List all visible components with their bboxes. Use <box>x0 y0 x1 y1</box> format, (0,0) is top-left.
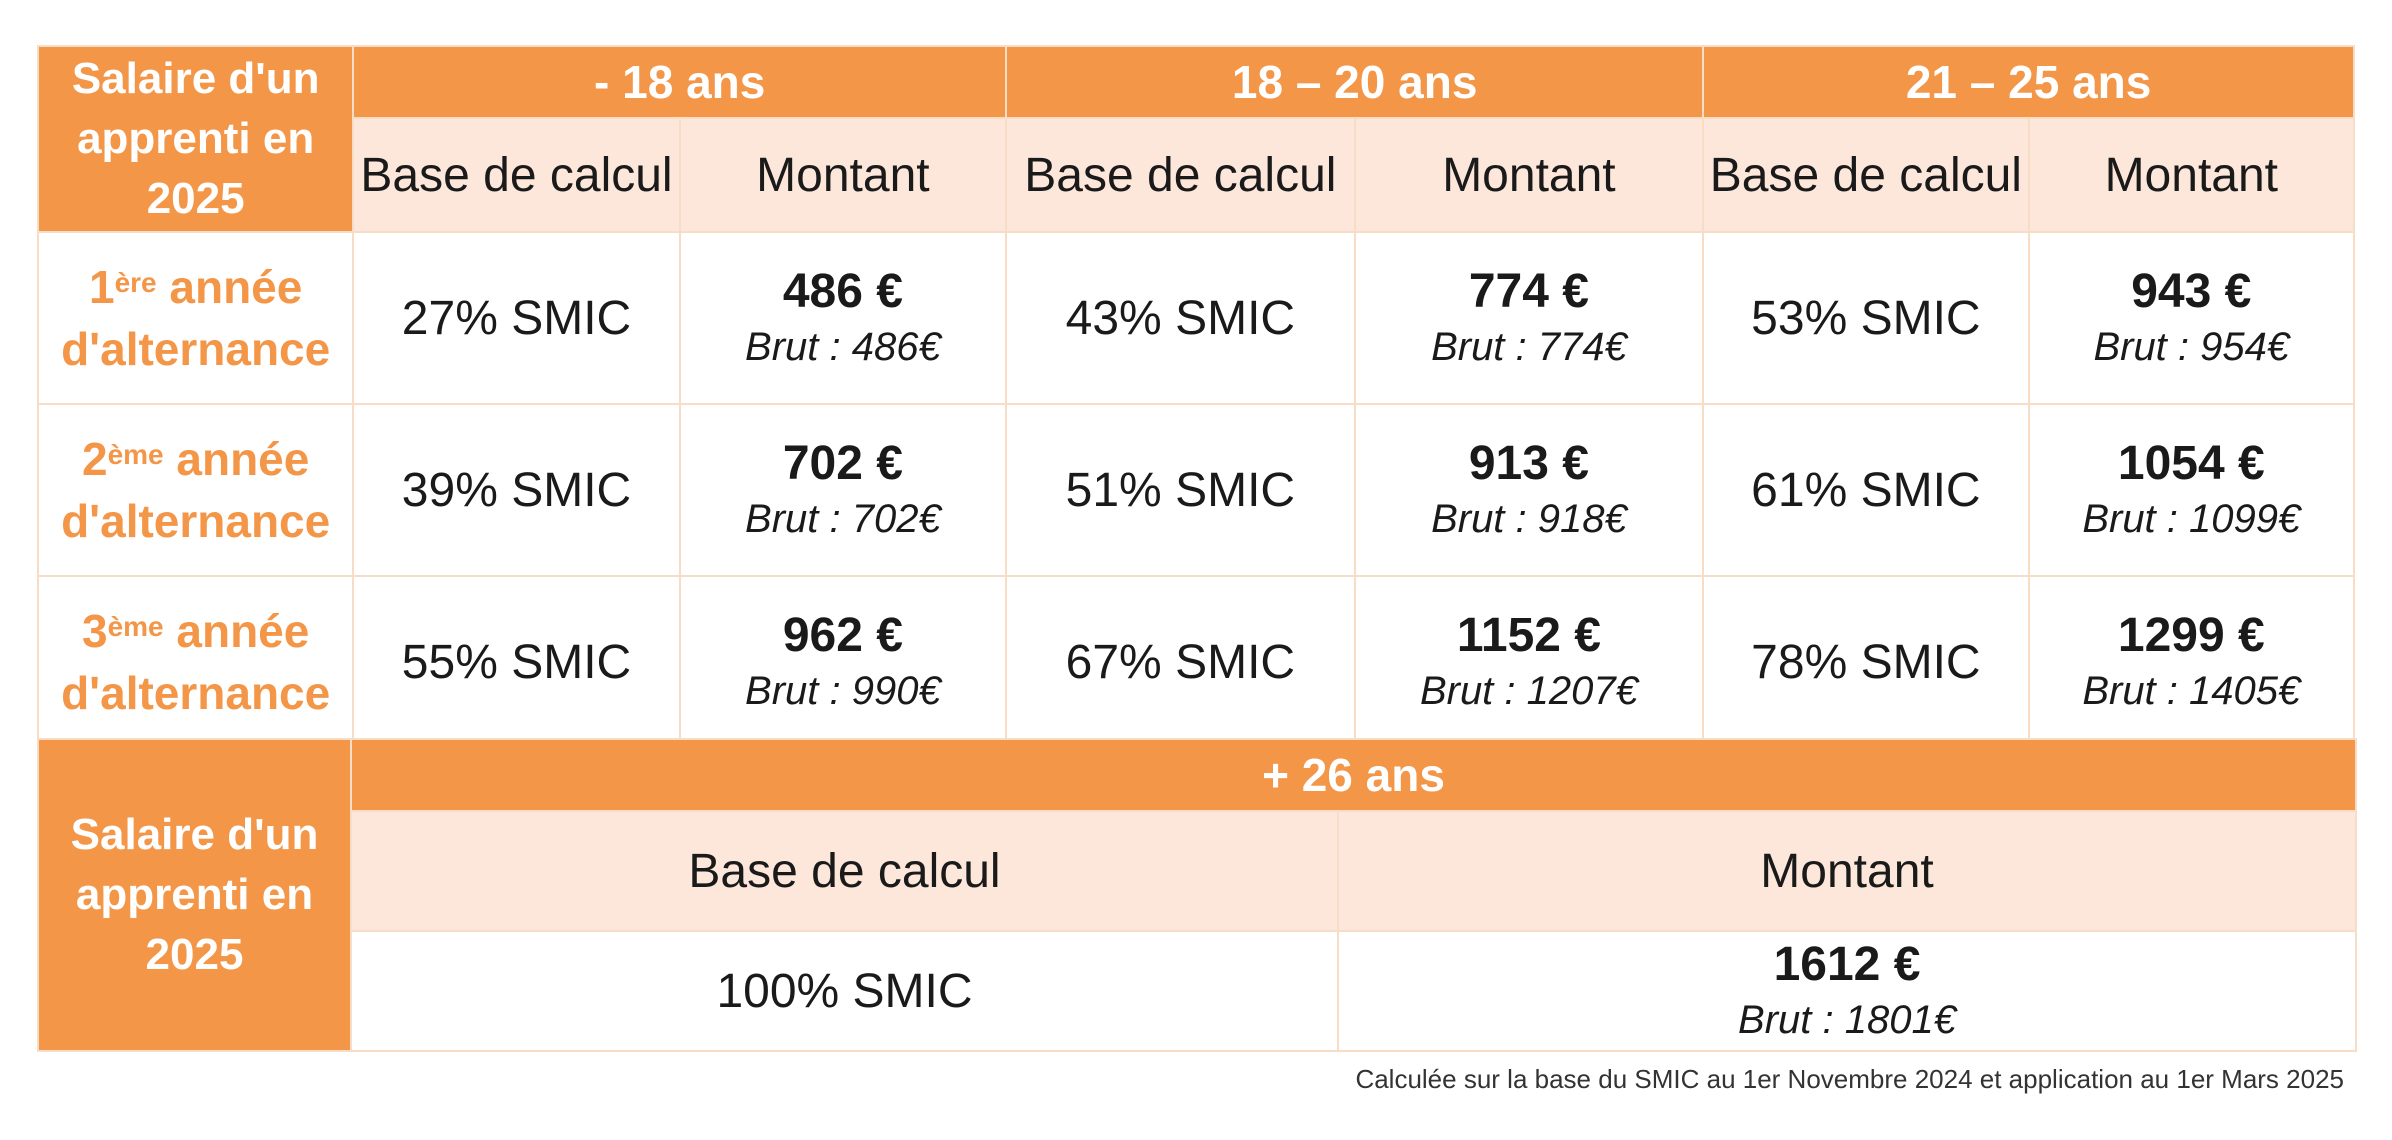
amount-cell <box>680 404 1006 576</box>
salary-table-under-26 <box>37 45 2355 749</box>
salary-table-over-26 <box>37 738 2357 1052</box>
amount-cell <box>1355 232 1704 404</box>
net-amount: 1152 € <box>1456 609 1601 662</box>
table-row <box>38 931 2356 1051</box>
row-ordinal: 1 <box>88 261 115 313</box>
table-row <box>38 404 2354 576</box>
corner-label: Salaire d'un apprenti en 2025 <box>38 739 351 1051</box>
base-cell: 55% SMIC <box>353 576 679 748</box>
table-row <box>38 232 2354 404</box>
row-label <box>38 404 353 576</box>
table-row <box>38 576 2354 748</box>
row-label <box>38 232 353 404</box>
net-amount: 1299 € <box>2117 609 2265 662</box>
net-amount: 702 € <box>782 437 903 490</box>
amount-cell <box>1338 931 2356 1051</box>
net-amount: 1054 € <box>2117 437 2265 490</box>
subheader-base: Base de calcul <box>351 811 1338 931</box>
subheader-amount: Montant <box>1355 118 1704 232</box>
row-label <box>38 576 353 748</box>
base-cell: 39% SMIC <box>353 404 679 576</box>
row-ordinal: 2 <box>81 433 108 485</box>
age-group-under-18: - 18 ans <box>353 46 1006 118</box>
gross-amount: Brut : 486€ <box>745 325 941 369</box>
net-amount: 943 € <box>2131 265 2252 318</box>
subheader-base: Base de calcul <box>1006 118 1355 232</box>
base-cell: 100% SMIC <box>351 931 1338 1051</box>
amount-cell <box>680 576 1006 748</box>
amount-cell <box>1355 404 1704 576</box>
gross-amount: Brut : 774€ <box>1431 325 1627 369</box>
row-label-line2: d'alternance <box>61 667 331 719</box>
net-amount: 913 € <box>1468 437 1589 490</box>
gross-amount: Brut : 1801€ <box>1738 998 1956 1042</box>
amount-cell <box>2029 404 2354 576</box>
gross-amount: Brut : 954€ <box>2093 325 2290 369</box>
base-cell: 53% SMIC <box>1703 232 2028 404</box>
subheader-amount: Montant <box>1338 811 2356 931</box>
base-cell: 78% SMIC <box>1703 576 2028 748</box>
net-amount: 962 € <box>782 609 903 662</box>
row-ordinal: 3 <box>81 605 108 657</box>
gross-amount: Brut : 1099€ <box>2082 497 2301 541</box>
row-ordinal-suffix: ème <box>107 439 164 470</box>
base-cell: 27% SMIC <box>353 232 679 404</box>
age-group-21-25: 21 – 25 ans <box>1703 46 2354 118</box>
corner-label: Salaire d'un apprenti en 2025 <box>38 46 353 232</box>
age-group-18-20: 18 – 20 ans <box>1006 46 1703 118</box>
subheader-amount: Montant <box>2029 118 2354 232</box>
subheader-amount: Montant <box>680 118 1006 232</box>
base-cell: 43% SMIC <box>1006 232 1355 404</box>
base-cell: 51% SMIC <box>1006 404 1355 576</box>
base-cell: 61% SMIC <box>1703 404 2028 576</box>
subheader-base: Base de calcul <box>353 118 679 232</box>
age-group-over-26: + 26 ans <box>351 739 2356 811</box>
row-label-line2: d'alternance <box>61 495 331 547</box>
row-label-word: année <box>176 605 310 657</box>
gross-amount: Brut : 990€ <box>745 669 941 713</box>
row-label-line2: d'alternance <box>61 323 331 375</box>
gross-amount: Brut : 1207€ <box>1419 669 1638 713</box>
net-amount: 774 € <box>1468 265 1589 318</box>
subheader-base: Base de calcul <box>1703 118 2028 232</box>
net-amount: 486 € <box>782 265 903 318</box>
base-cell: 67% SMIC <box>1006 576 1355 748</box>
amount-cell <box>2029 232 2354 404</box>
gross-amount: Brut : 918€ <box>1431 497 1627 541</box>
row-ordinal-suffix: ème <box>107 611 164 642</box>
gross-amount: Brut : 702€ <box>745 497 941 541</box>
amount-cell <box>680 232 1006 404</box>
amount-cell <box>2029 576 2354 748</box>
net-amount: 1612 € <box>1773 938 1921 991</box>
row-label-word: année <box>176 433 310 485</box>
amount-cell <box>1355 576 1704 748</box>
row-label-word: année <box>169 261 303 313</box>
gross-amount: Brut : 1405€ <box>2082 669 2301 713</box>
row-ordinal-suffix: ère <box>114 267 157 298</box>
footnote: Calculée sur la base du SMIC au 1er Novembre 2024 et application au 1er Mars 2025 <box>1355 1064 2344 1094</box>
